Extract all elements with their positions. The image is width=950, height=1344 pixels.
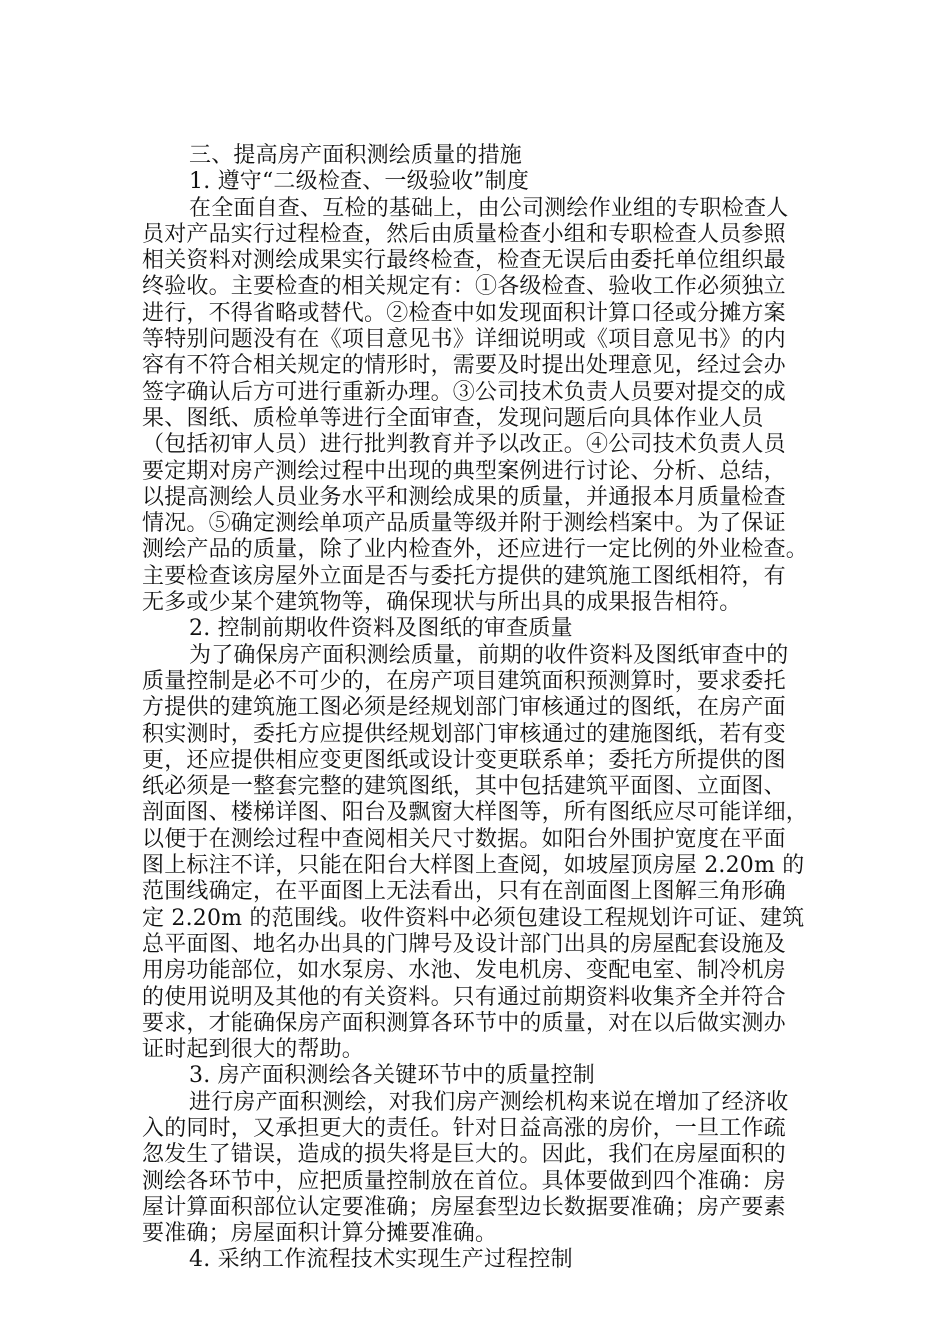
text-line: 范围线确定，在平面图上无法看出，只有在剖面图上图解三角形确 [142, 879, 786, 905]
text-line: 总平面图、地名办出具的门牌号及设计部门出具的房屋配套设施及 [142, 931, 786, 957]
text-line: 容有不符合相关规定的情形时，需要及时提出处理意见，经过会办 [142, 353, 786, 379]
text-line: 定 2.20m 的范围线。收件资料中必须包建设工程规划许可证、建筑 [142, 905, 805, 931]
text-line: 更，还应提供相应变更图纸或设计变更联系单；委托方所提供的图 [142, 747, 786, 773]
text-line: 剖面图、楼梯详图、阳台及飘窗大样图等，所有图纸应尽可能详细， [142, 800, 809, 826]
text-line: 终验收。主要检查的相关规定有：①各级检查、验收工作必须独立 [142, 274, 786, 300]
text-line: 要求，才能确保房产面积测算各环节中的质量，对在以后做实测办 [142, 1010, 786, 1036]
text-line: 证时起到很大的帮助。 [142, 1037, 365, 1063]
text-line: 图上标注不详，只能在阳台大样图上查阅，如坡屋顶房屋 2.20m 的 [142, 853, 805, 879]
text-line: 员对产品实行过程检查，然后由质量检查小组和专职检查人员参照 [142, 221, 786, 247]
text-line: 纸必须是一整套完整的建筑图纸，其中包括建筑平面图、立面图、 [142, 774, 786, 800]
text-line: 的使用说明及其他的有关资料。只有通过前期资料收集齐全并符合 [142, 984, 786, 1010]
text-line: （包括初审人员）进行批判教育并予以改正。④公司技术负责人员 [142, 432, 786, 458]
document-body [142, 143, 812, 1274]
text-line: 4. 采纳工作流程技术实现生产过程控制 [189, 1247, 573, 1273]
text-line: 情况。⑤确定测绘单项产品质量等级并附于测绘档案中。为了保证 [142, 511, 786, 537]
text-line: 要定期对房产测绘过程中出现的典型案例进行讨论、分析、总结， [142, 458, 786, 484]
text-line: 测绘各环节中，应把质量控制放在首位。具体要做到四个准确：房 [142, 1168, 786, 1194]
text-line: 质量控制是必不可少的，在房产项目建筑面积预测算时，要求委托 [142, 668, 786, 694]
text-line: 无多或少某个建筑物等，确保现状与所出具的成果报告相符。 [142, 590, 742, 616]
text-line: 相关资料对测绘成果实行最终检查，检查无误后由委托单位组织最 [142, 248, 786, 274]
text-line: 签字确认后方可进行重新办理。③公司技术负责人员要对提交的成 [142, 379, 786, 405]
text-line: 要准确；房屋面积计算分摊要准确。 [142, 1221, 498, 1247]
text-line: 入的同时，又承担更大的责任。针对日益高涨的房价，一旦工作疏 [142, 1115, 786, 1141]
text-line: 等特别问题没有在《项目意见书》详细说明或《项目意见书》的内 [142, 327, 786, 353]
text-line: 为了确保房产面积测绘质量，前期的收件资料及图纸审查中的 [189, 642, 789, 668]
text-line: 方提供的建筑施工图必须是经规划部门审核通过的图纸，在房产面 [142, 695, 786, 721]
text-line: 屋计算面积部位认定要准确；房屋套型边长数据要准确；房产要素 [142, 1194, 786, 1220]
text-line: 在全面自查、互检的基础上，由公司测绘作业组的专职检查人 [189, 195, 789, 221]
text-line: 2. 控制前期收件资料及图纸的审查质量 [189, 616, 573, 642]
text-line: 忽发生了错误，造成的损失将是巨大的。因此，我们在房屋面积的 [142, 1142, 786, 1168]
text-line: 果、图纸、质检单等进行全面审查，发现问题后向具体作业人员 [142, 405, 764, 431]
text-line: 主要检查该房屋外立面是否与委托方提供的建筑施工图纸相符，有 [142, 563, 786, 589]
text-line: 以提高测绘人员业务水平和测绘成果的质量，并通报本月质量检查 [142, 484, 786, 510]
text-line: 进行，不得省略或替代。②检查中如发现面积计算口径或分摊方案 [142, 300, 786, 326]
text-line: 测绘产品的质量，除了业内检查外，还应进行一定比例的外业检查。 [142, 537, 809, 563]
text-line: 三、提高房产面积测绘质量的措施 [189, 143, 523, 168]
text-line: 进行房产面积测绘，对我们房产测绘机构来说在增加了经济收 [189, 1089, 789, 1115]
text-line: 以便于在测绘过程中查阅相关尺寸数据。如阳台外围护宽度在平面 [142, 826, 786, 852]
text-line: 1. 遵守“二级检查、一级验收”制度 [189, 169, 530, 195]
text-line: 用房功能部位，如水泵房、水池、发电机房、变配电室、制冷机房 [142, 958, 786, 984]
text-line: 积实测时，委托方应提供经规划部门审核通过的建施图纸，若有变 [142, 721, 786, 747]
text-line: 3. 房产面积测绘各关键环节中的质量控制 [189, 1063, 595, 1089]
